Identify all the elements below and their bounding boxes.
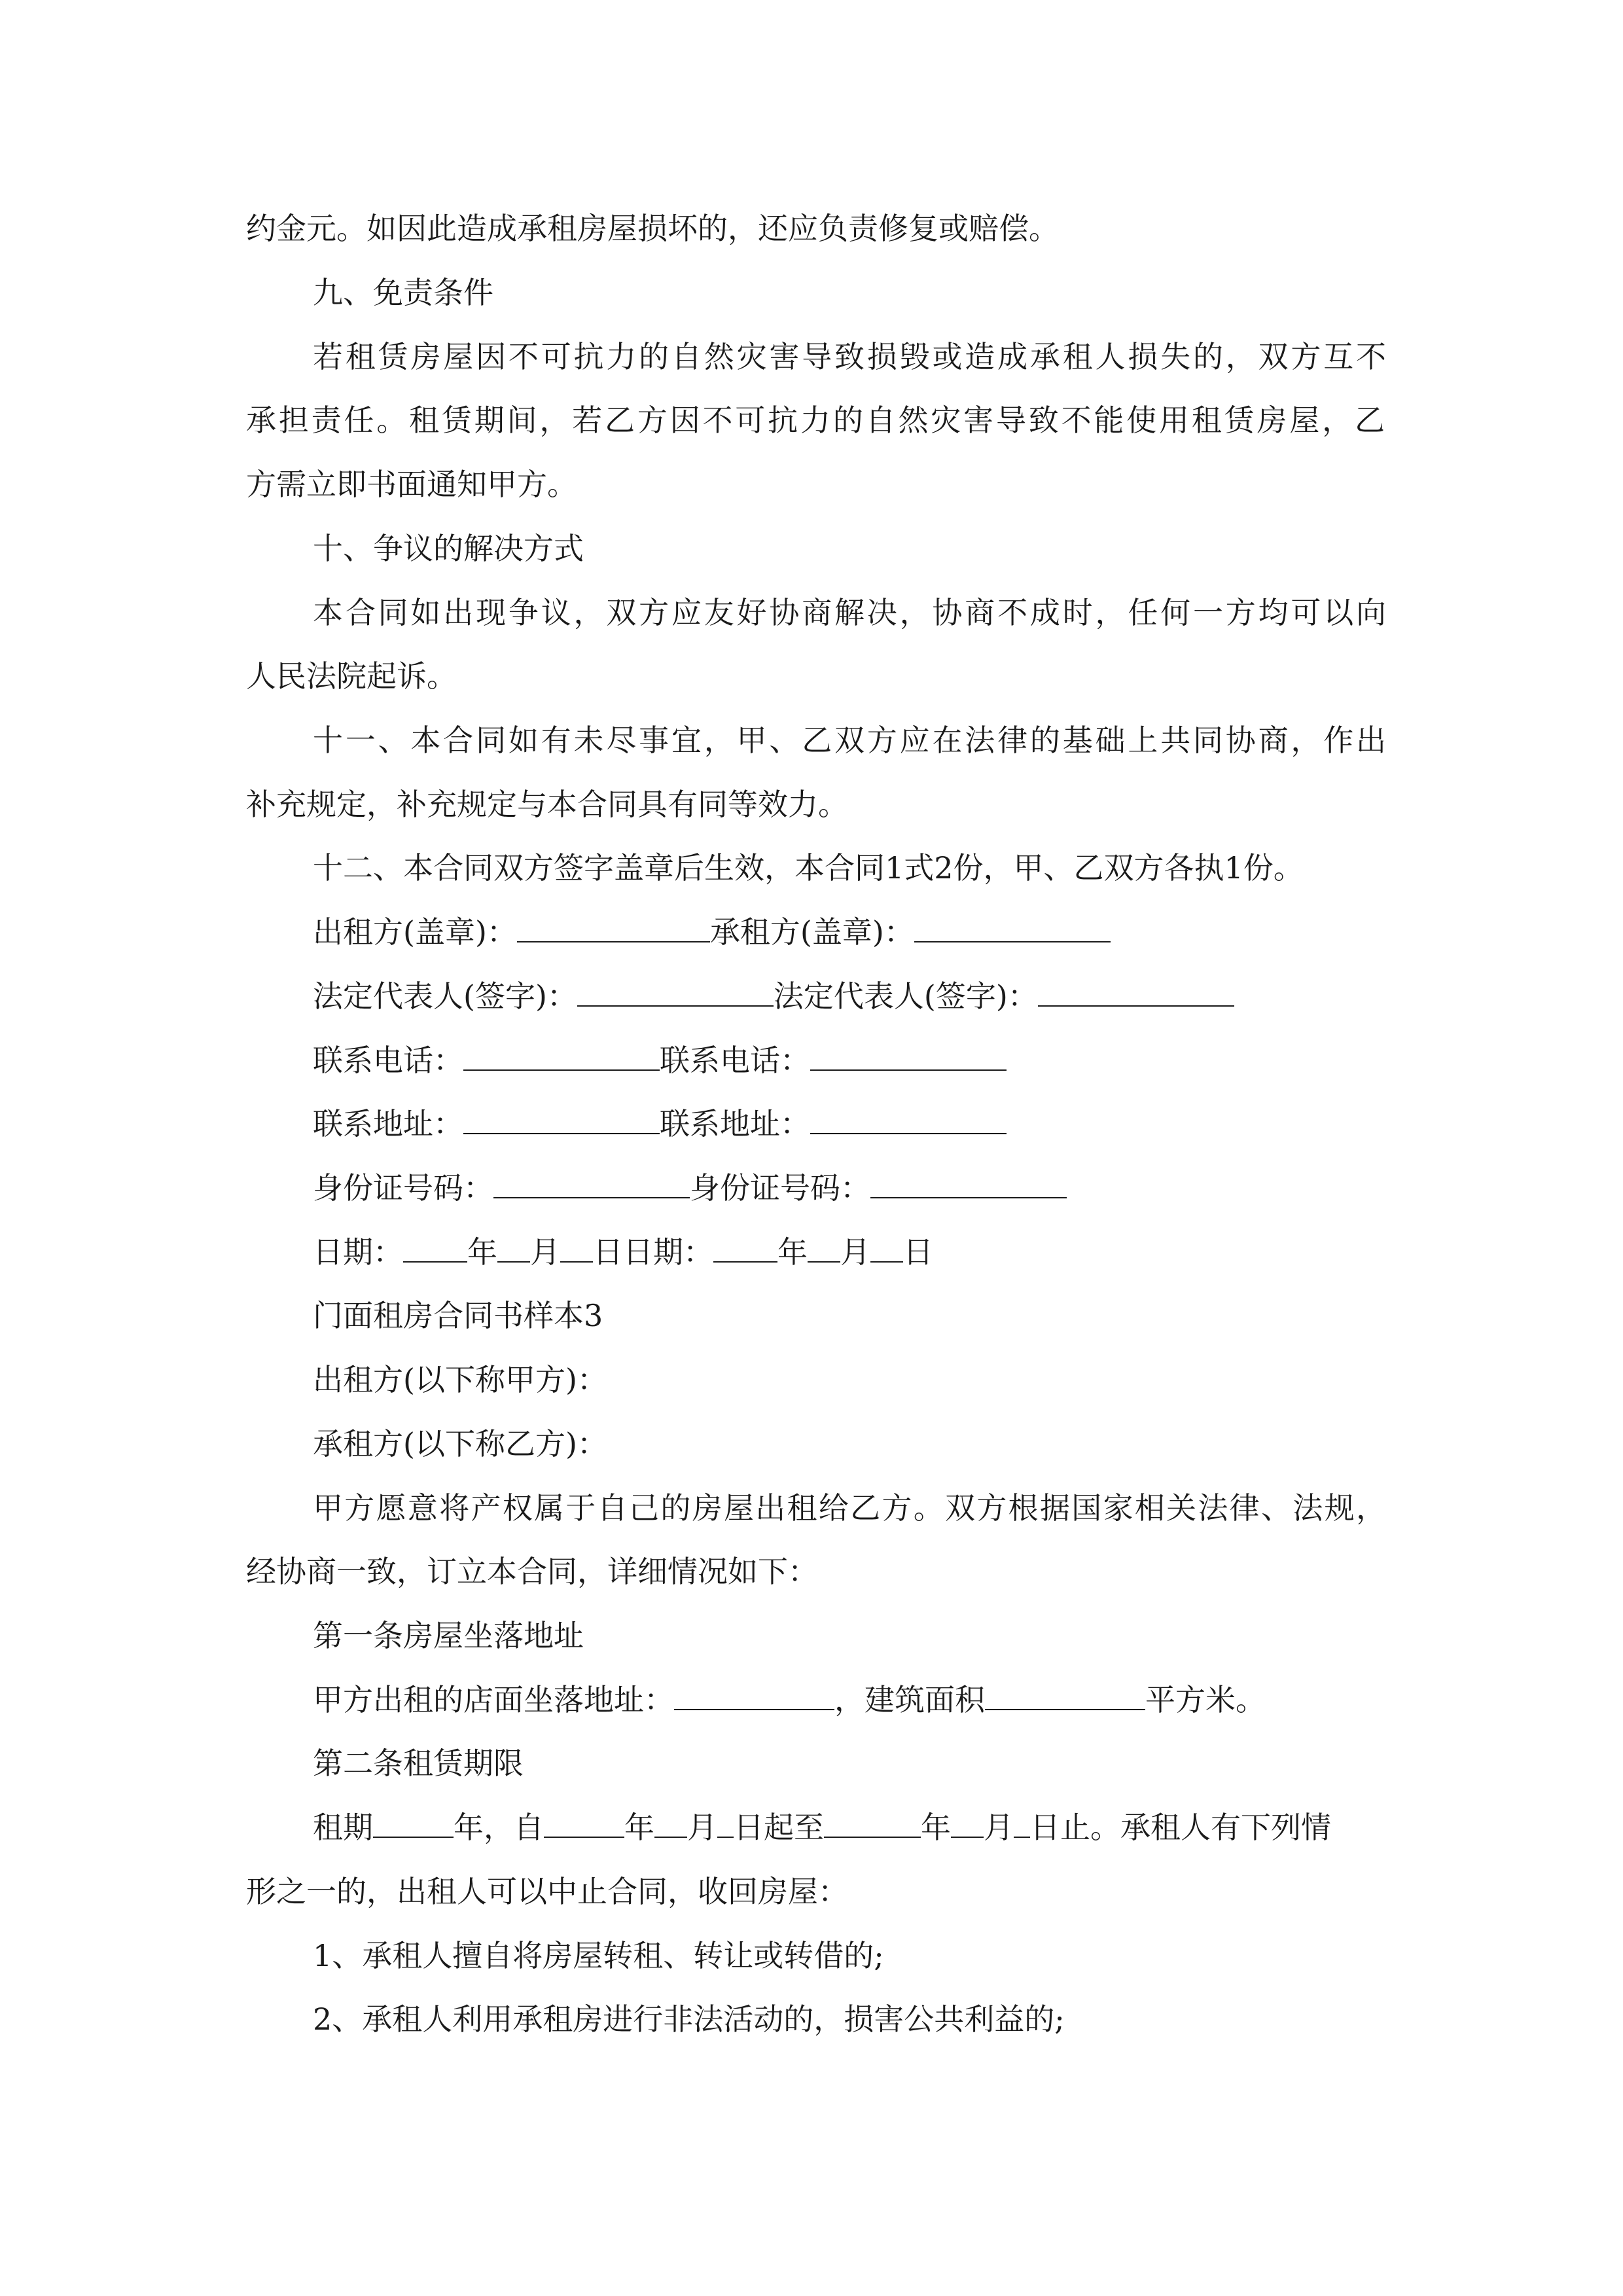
phone-label: 联系电话： bbox=[313, 1043, 463, 1078]
signature-row-id bbox=[313, 1158, 1386, 1217]
term-from-label: 年，自 bbox=[454, 1810, 544, 1845]
start-year-blank[interactable] bbox=[544, 1799, 624, 1838]
month-blank[interactable] bbox=[808, 1223, 840, 1263]
end-day-blank[interactable] bbox=[1014, 1799, 1030, 1838]
party-a-line: 出租方(以下称甲方)： bbox=[313, 1362, 607, 1397]
article-heading: 第二条租赁期限 bbox=[313, 1746, 524, 1781]
year-label: 年 bbox=[624, 1810, 654, 1845]
paragraph-line: 约金元。如因此造成承租房屋损坏的，还应负责修复或赔偿。 bbox=[246, 211, 1059, 246]
start-day-blank[interactable] bbox=[717, 1799, 734, 1838]
month-blank[interactable] bbox=[497, 1223, 530, 1263]
lessee-seal-blank[interactable] bbox=[914, 903, 1111, 942]
year-label: 年 bbox=[921, 1810, 951, 1845]
paragraph-line: 形之一的，出租人可以中止合同，收回房屋： bbox=[246, 1874, 848, 1909]
lessor-seal-label: 出租方(盖章)： bbox=[313, 914, 517, 950]
paragraph-line: 本合同如出现争议，双方应友好协商解决，协商不成时，任何一方均可以向 bbox=[313, 595, 1386, 630]
month-label: 月 bbox=[840, 1234, 870, 1270]
day-blank[interactable] bbox=[560, 1223, 593, 1263]
signature-row-legal-rep bbox=[313, 967, 1386, 1026]
term-end-label: 日止。承租人有下列情 bbox=[1030, 1810, 1331, 1845]
sample-title: 门面租房合同书样本3 bbox=[313, 1298, 603, 1333]
day-label: 日 bbox=[593, 1234, 623, 1270]
year-label: 年 bbox=[777, 1234, 808, 1270]
party-b-line: 承租方(以下称乙方)： bbox=[313, 1426, 607, 1462]
month-label: 月 bbox=[687, 1810, 717, 1845]
lessee-seal-label: 承租方(盖章)： bbox=[709, 914, 914, 950]
end-month-blank[interactable] bbox=[951, 1799, 984, 1838]
date-label: 日期： bbox=[623, 1234, 713, 1270]
year-label: 年 bbox=[467, 1234, 497, 1270]
list-item: 2、承租人利用承租房进行非法活动的，损害公共利益的; bbox=[313, 2001, 1065, 2037]
paragraph-line: 十一、本合同如有未尽事宜，甲、乙双方应在法律的基础上共同协商，作出 bbox=[313, 723, 1386, 758]
legal-rep-label: 法定代表人(签字)： bbox=[313, 978, 577, 1014]
legal-rep-blank-b[interactable] bbox=[1038, 967, 1234, 1007]
paragraph-line: 人民法院起诉。 bbox=[246, 658, 457, 694]
month-label: 月 bbox=[530, 1234, 560, 1270]
paragraph-line: 方需立即书面通知甲方。 bbox=[246, 467, 577, 502]
end-year-blank[interactable] bbox=[824, 1799, 921, 1838]
id-number-label: 身份证号码： bbox=[313, 1170, 493, 1206]
list-item: 1、承租人擅自将房屋转租、转让或转借的; bbox=[313, 1938, 884, 1973]
day-label: 日 bbox=[903, 1234, 933, 1270]
term-to-label: 日起至 bbox=[734, 1810, 824, 1845]
address-label: 联系地址： bbox=[660, 1106, 810, 1141]
address-label: 甲方出租的店面坐落地址： bbox=[313, 1682, 674, 1717]
legal-rep-label: 法定代表人(签字)： bbox=[773, 978, 1038, 1014]
date-label: 日期： bbox=[313, 1234, 403, 1270]
year-blank[interactable] bbox=[403, 1223, 467, 1263]
paragraph-line: 经协商一致，订立本合同，详细情况如下： bbox=[246, 1554, 818, 1589]
paragraph-line: 甲方愿意将产权属于自己的房屋出租给乙方。双方根据国家相关法律、法规， bbox=[313, 1490, 1386, 1526]
signature-row-address bbox=[313, 1094, 1386, 1153]
id-number-label: 身份证号码： bbox=[690, 1170, 870, 1206]
term-label: 租期 bbox=[313, 1810, 373, 1845]
article-heading: 第一条房屋坐落地址 bbox=[313, 1618, 584, 1653]
signature-row-seal bbox=[313, 903, 1386, 961]
year-blank[interactable] bbox=[713, 1223, 777, 1263]
start-month-blank[interactable] bbox=[654, 1799, 687, 1838]
paragraph-line: 补充规定，补充规定与本合同具有同等效力。 bbox=[246, 787, 848, 822]
address-blank-b[interactable] bbox=[810, 1095, 1007, 1134]
day-blank[interactable] bbox=[870, 1223, 903, 1263]
lessor-seal-blank[interactable] bbox=[517, 903, 710, 942]
paragraph-line: 若租赁房屋因不可抗力的自然灾害导致损毁或造成承租人损失的，双方互不 bbox=[313, 339, 1386, 374]
phone-label: 联系电话： bbox=[660, 1043, 810, 1078]
area-blank[interactable] bbox=[985, 1671, 1145, 1710]
term-years-blank[interactable] bbox=[373, 1799, 454, 1838]
id-number-blank-a[interactable] bbox=[493, 1159, 690, 1198]
paragraph-line: 十二、本合同双方签字盖章后生效，本合同1式2份，甲、乙双方各执1份。 bbox=[313, 850, 1304, 886]
section-heading: 九、免责条件 bbox=[313, 275, 493, 310]
area-unit: 平方米。 bbox=[1145, 1682, 1266, 1717]
address-blank-a[interactable] bbox=[463, 1095, 660, 1134]
article-1-text bbox=[313, 1670, 1386, 1729]
phone-blank-b[interactable] bbox=[810, 1031, 1007, 1071]
phone-blank-a[interactable] bbox=[463, 1031, 660, 1071]
section-heading: 十、争议的解决方式 bbox=[313, 531, 584, 566]
signature-row-phone bbox=[313, 1031, 1386, 1090]
legal-rep-blank-a[interactable] bbox=[577, 967, 774, 1007]
shop-address-blank[interactable] bbox=[674, 1671, 834, 1710]
article-2-text bbox=[313, 1798, 1386, 1857]
month-label: 月 bbox=[984, 1810, 1014, 1845]
area-label: ，建筑面积 bbox=[834, 1682, 985, 1717]
address-label: 联系地址： bbox=[313, 1106, 463, 1141]
signature-row-date bbox=[313, 1223, 1386, 1282]
id-number-blank-b[interactable] bbox=[870, 1159, 1067, 1198]
paragraph-line: 承担责任。租赁期间，若乙方因不可抗力的自然灾害导致不能使用租赁房屋，乙 bbox=[246, 403, 1385, 438]
